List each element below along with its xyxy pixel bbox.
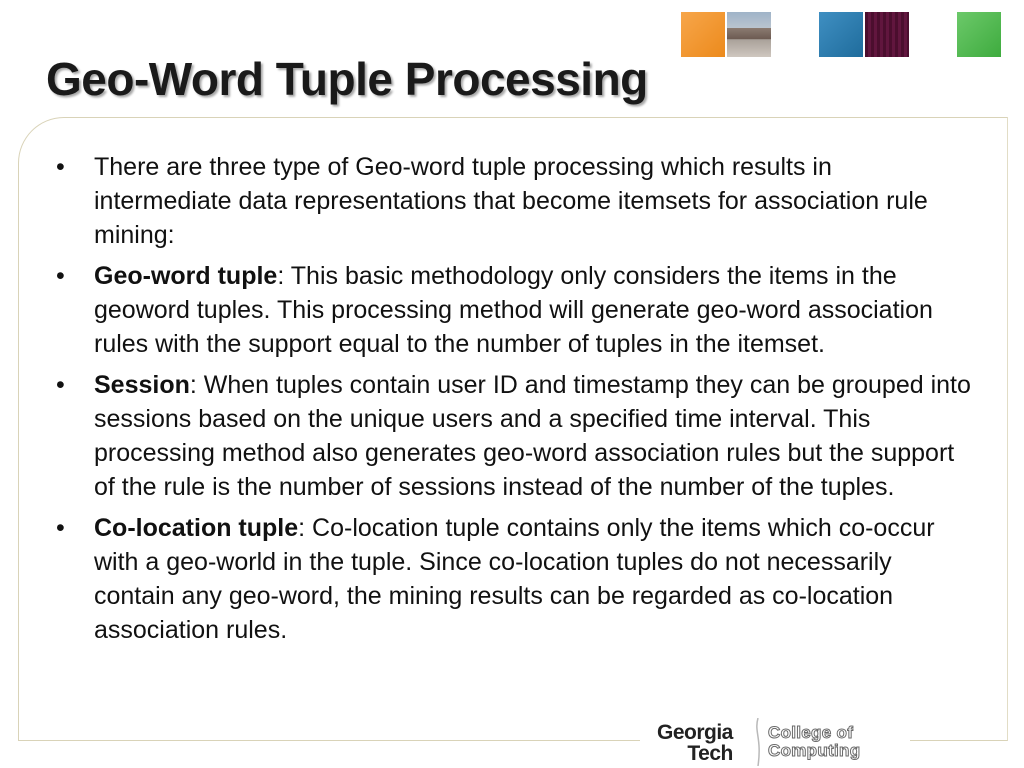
logo-line-college: College of — [768, 723, 854, 742]
logo-line-tech: Tech — [687, 742, 733, 765]
slide-body — [56, 150, 976, 654]
bullet-marker: • — [56, 514, 65, 542]
bullet-item — [56, 150, 976, 252]
bullet-list — [56, 150, 976, 647]
bullet-marker: • — [56, 371, 65, 399]
blue-decor-square — [819, 12, 863, 57]
bullet-text: : Co-location tuple contains only the items which co-occur with a geo-world in the tuple. Since co-location tuples do not necessarily contain any geo-word, the mining results can be regarded as co-location association rules. — [94, 514, 935, 644]
logo-line-computing: Computing — [768, 741, 861, 760]
bullet-marker: • — [56, 262, 65, 290]
bullet-item — [56, 511, 976, 647]
bullet-term: Co-location tuple — [94, 514, 299, 542]
bullet-text: There are three type of Geo-word tuple processing which results in intermediate data representations that become itemsets for association rule mining: — [94, 153, 928, 249]
logo-divider-icon — [751, 718, 765, 766]
bullet-marker: • — [56, 153, 65, 181]
georgia-tech-logo — [657, 722, 733, 764]
bullet-text: : This basic methodology only considers the items in the geoword tuples. This processing method will generate geo-word association rules with the support equal to the number of tuples in the itemset. — [94, 262, 933, 358]
bullet-term: Session — [94, 371, 190, 399]
bullet-item — [56, 259, 976, 361]
slide-title: Geo-Word Tuple Processing — [46, 53, 648, 105]
campus-photo-thumbnail — [727, 12, 771, 57]
orange-decor-square — [681, 12, 725, 57]
logo-line-georgia: Georgia — [657, 721, 733, 744]
circuit-photo-thumbnail — [865, 12, 909, 57]
bullet-item — [56, 368, 976, 504]
bullet-text: : When tuples contain user ID and timestamp they can be grouped into sessions based on the unique users and a specified time interval. This processing method also generates geo-word association rules but the support of the rule is the number of sessions instead of the number of the tuples. — [94, 371, 971, 501]
college-of-computing-logo — [768, 724, 860, 760]
green-decor-square — [957, 12, 1001, 57]
bullet-term: Geo-word tuple — [94, 262, 278, 290]
